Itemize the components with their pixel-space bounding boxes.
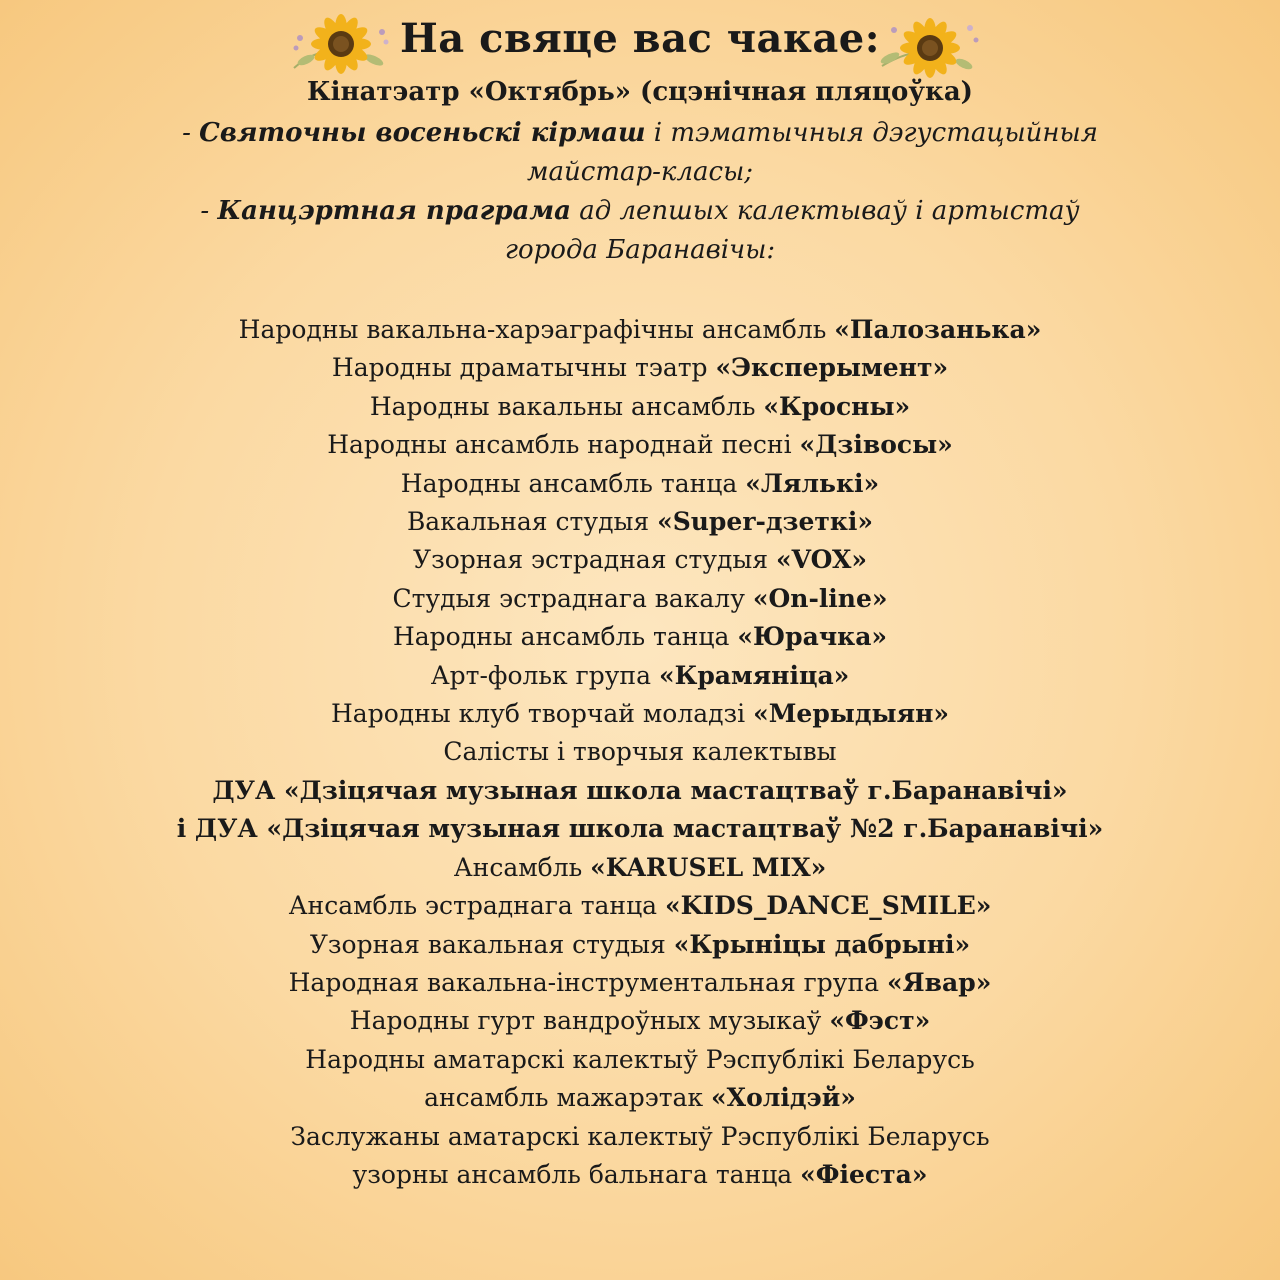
performer-type: Народная вакальна-інструментальная група (288, 967, 888, 997)
intro-line (130, 114, 1150, 153)
performer-type: Ансамбль эстраднага танца (288, 891, 666, 921)
list-item (100, 311, 1180, 349)
intro-text: ад лепшых калектываў і артыстаў (570, 196, 1080, 226)
performer-type: Ансамбль (453, 852, 591, 882)
performer-type: Народны ансамбль танца (392, 622, 738, 652)
venue-heading: Кінатэатр «Октябрь» (сцэнічная пляцоўка) (307, 77, 973, 107)
performer-type: Вакальная студыя (406, 507, 658, 537)
intro-highlight: Канцэртная праграма (217, 196, 571, 226)
performer-type: ансамбль мажарэтак (424, 1083, 712, 1113)
performer-type: Народны клуб творчай моладзі (330, 699, 754, 729)
performer-name: «Эксперымент» (715, 353, 949, 383)
performer-name: «Холідэй» (711, 1083, 856, 1113)
performer-name: ДУА «Дзіцячая музыная школа мастацтваў г.Баранавічі» (212, 775, 1068, 805)
performer-type: Народны ансамбль народнай песні (327, 430, 800, 460)
list-item (100, 1156, 1180, 1194)
performer-name: «Фіеста» (800, 1159, 928, 1189)
performer-type: Арт-фольк група (430, 660, 659, 690)
performers-list (100, 311, 1180, 1194)
list-item (100, 1041, 1180, 1079)
sunflower-icon (872, 8, 982, 78)
performer-name: «Явар» (887, 967, 992, 997)
performer-type: Заслужаны аматарскі калектыў Рэспублікі Беларусь (290, 1121, 990, 1151)
title-row (0, 8, 1280, 70)
list-item (100, 1002, 1180, 1040)
list-item (100, 1118, 1180, 1156)
performer-type: узорны ансамбль бальнага танца (352, 1159, 801, 1189)
performer-name: «Лялькі» (745, 468, 880, 498)
intro-line (130, 153, 1150, 192)
intro-text: майстар-класы; (526, 157, 754, 187)
performer-type: Студыя эстраднага вакалу (392, 583, 753, 613)
list-item (100, 426, 1180, 464)
performer-type: Народны аматарскі калектыў Рэспублікі Беларусь (305, 1044, 975, 1074)
performer-name: «Крыніцы дабрыні» (673, 929, 971, 959)
list-item (100, 503, 1180, 541)
list-item (100, 465, 1180, 503)
list-item (100, 695, 1180, 733)
intro-prefix: - (200, 196, 218, 226)
performer-name: «Super-дзеткі» (657, 507, 874, 537)
list-item (100, 657, 1180, 695)
performer-name: і ДУА «Дзіцячая музыная школа мастацтваў №2 г.Баранавічі» (176, 814, 1104, 844)
intro-prefix: - (182, 118, 200, 148)
list-item (100, 541, 1180, 579)
performer-type: Народны драматычны тэатр (331, 353, 716, 383)
list-item (100, 580, 1180, 618)
program-intro (130, 114, 1150, 270)
list-item (100, 810, 1180, 848)
performer-name: «Крамяніца» (658, 660, 850, 690)
intro-text: города Баранавічы: (504, 235, 776, 265)
performer-name: «Дзівосы» (799, 430, 953, 460)
intro-highlight: Святочны восеньскі кірмаш (199, 118, 646, 148)
performer-name: «Кросны» (763, 391, 911, 421)
performer-name: «KIDS_DANCE_SMILE» (665, 891, 992, 921)
list-item (100, 388, 1180, 426)
list-item (100, 849, 1180, 887)
performer-type: Узорная вакальная студыя (309, 929, 674, 959)
performer-type: Народны вакальны ансамбль (369, 391, 764, 421)
page-title: На свяце вас чакае: (400, 15, 880, 62)
list-item (100, 733, 1180, 771)
performer-name: «Фэст» (829, 1006, 931, 1036)
performer-name: «Юрачка» (737, 622, 888, 652)
performer-type: Салісты і творчыя калектывы (443, 737, 837, 767)
performer-name: «VOX» (776, 545, 867, 575)
list-item (100, 926, 1180, 964)
performer-type: Народны гурт вандроўных музыкаў (349, 1006, 830, 1036)
list-item (100, 772, 1180, 810)
sunflower-icon (286, 8, 396, 78)
performer-name: «On-line» (752, 583, 888, 613)
list-item (100, 887, 1180, 925)
list-item (100, 964, 1180, 1002)
performer-name: «KARUSEL MIX» (590, 852, 827, 882)
intro-text: і тэматычныя дэгустацыйныя (645, 118, 1098, 148)
intro-line (130, 192, 1150, 231)
list-item (100, 349, 1180, 387)
intro-line (130, 231, 1150, 270)
performer-name: «Мерыдыян» (753, 699, 949, 729)
list-item (100, 618, 1180, 656)
performer-type: Народны ансамбль танца (400, 468, 746, 498)
list-item (100, 1079, 1180, 1117)
performer-type: Узорная эстрадная студыя (413, 545, 777, 575)
performer-type: Народны вакальна-харэаграфічны ансамбль (238, 315, 835, 344)
performer-name: «Палозанька» (834, 315, 1042, 344)
